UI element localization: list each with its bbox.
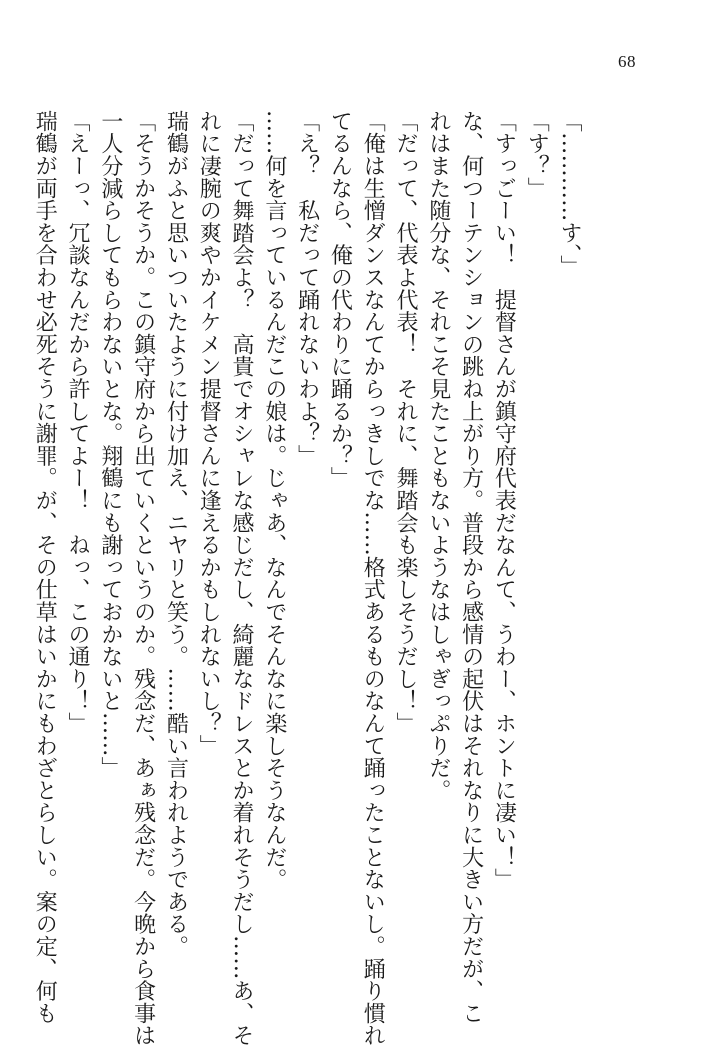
text-line: てるんなら、俺の代わりに踊るか？」	[327, 110, 353, 490]
text-line: 「え？ 私だって踊れないわよ？」	[294, 110, 320, 467]
text-line: れはまた随分な、それこそ見たこともないようなはしゃぎっぷりだ。	[425, 110, 451, 802]
text-line: 「そうかそうか。この鎮守府から出ていくというのか。残念だ、あぁ残念だ。今晩から食事は	[130, 110, 156, 1047]
text-line: 「だって舞踏会よ？ 高貴でオシャレな感じだし、綺麗なドレスとか着れそうだし……あ、そ	[229, 110, 255, 1047]
text-line: な、何つーテンションの跳ね上がり方。普段から感情の起伏はそれなりに大きい方だが、こ	[458, 110, 484, 1025]
text-line: 瑞鶴が両手を合わせ必死そうに謝罪。が、その仕草はいかにもわざとらしい。案の定、何も	[32, 110, 58, 1025]
text-line: 瑞鶴がふと思いついたように付け加え、ニヤリと笑う。……酷い言われようである。	[163, 110, 189, 958]
text-line: れに凄腕の爽やかイケメン提督さんに逢えるかもしれないし？」	[196, 110, 222, 757]
text-line: 「だって、代表よ代表！ それに、舞踏会も楽しそうだし！」	[393, 110, 419, 735]
text-line: 「俺は生憎ダンスなんてからっきしでな……格式あるものなんて踊ったことないし。踊り慣れ	[360, 110, 386, 1047]
text-line: 「すっごーい！ 提督さんが鎮守府代表だなんて、うわー、ホントに凄い！」	[491, 110, 517, 891]
novel-text-block	[32, 110, 585, 1047]
text-line: 一人分減らしてもらわないとな。翔鶴にも謝っておかないと……」	[97, 110, 123, 779]
text-line: ……何を言っているんだこの娘は。じゃあ、なんでそんなに楽しそうなんだ。	[261, 110, 287, 891]
text-line: 「えーっ、冗談なんだから許してよー！ ねっ、この通り！」	[65, 110, 91, 735]
page-number: 68	[618, 52, 636, 71]
text-line: 「…………す、」	[557, 110, 582, 278]
text-line: 「す？」	[524, 110, 550, 200]
